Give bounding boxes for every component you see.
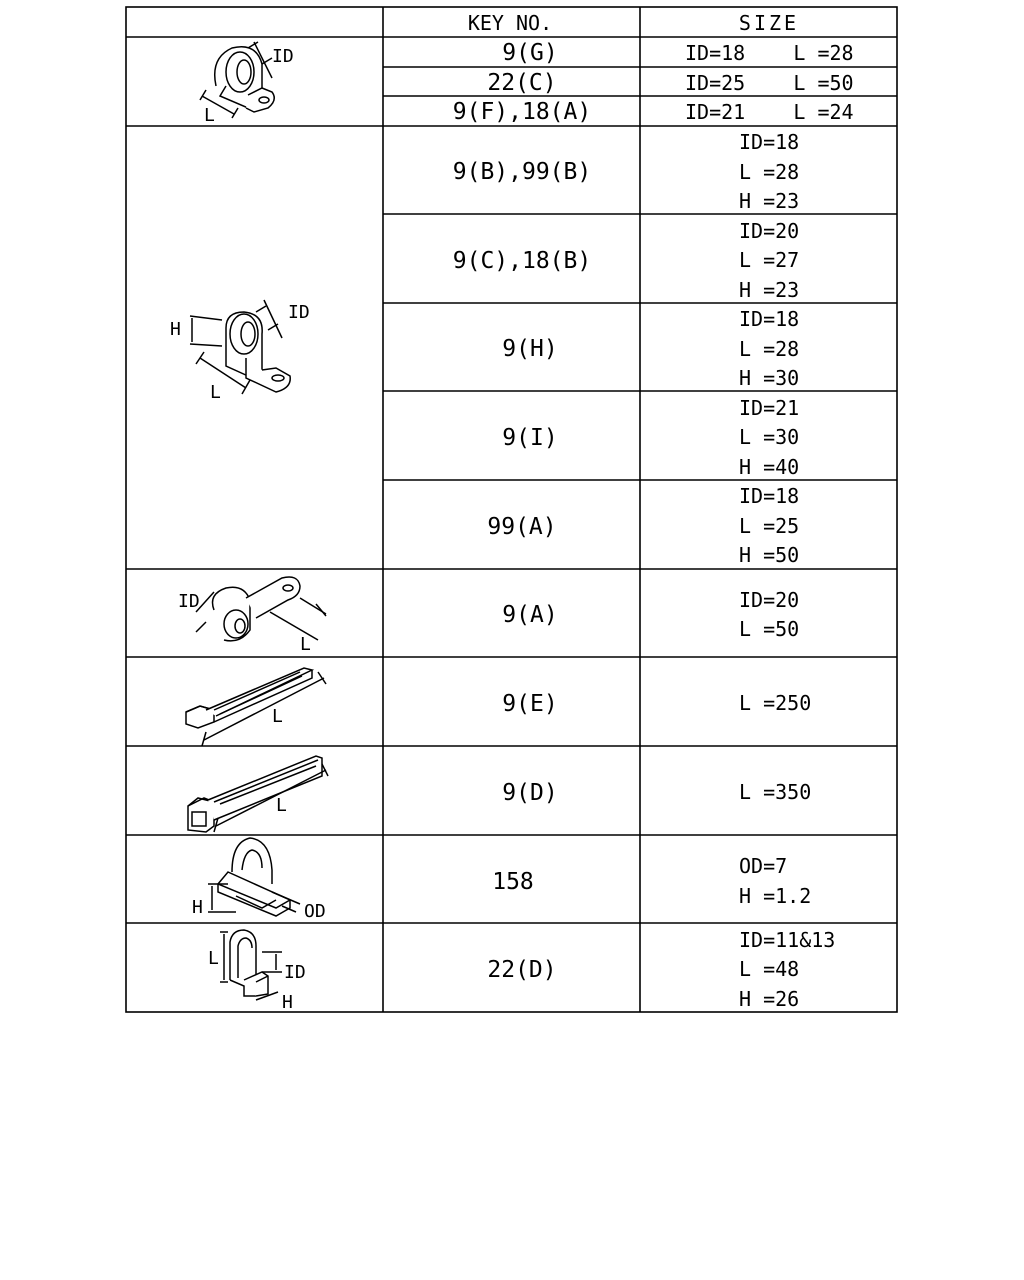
key-no-cell: 99(A) <box>487 514 557 540</box>
dimension-label: ID <box>288 302 310 323</box>
size-cell: L =28 <box>739 160 800 184</box>
key-no-cell: 9(C),18(B) <box>452 248 592 274</box>
size-cell: OD=7 <box>739 854 788 878</box>
size-cell: H =40 <box>739 455 800 479</box>
key-no-cell: 9(G) <box>502 40 558 66</box>
size-cell: H =50 <box>739 543 800 567</box>
key-no-cell: 9(H) <box>502 336 558 362</box>
cable-tie-large-illustration <box>188 756 328 832</box>
key-no-cell: 9(I) <box>502 425 558 451</box>
clip-p-type-illustration <box>196 577 326 641</box>
dimension-label: L <box>272 706 283 727</box>
size-cell: H =1.2 <box>739 884 812 908</box>
dimension-label: L <box>208 948 219 969</box>
size-cell: ID=20 <box>739 588 800 612</box>
key-no-cell: 9(E) <box>502 691 558 717</box>
size-cell: ID=11&13 <box>739 928 836 952</box>
size-cell: H =30 <box>739 366 800 390</box>
size-cell: H =23 <box>739 278 800 302</box>
key-no-cell: 9(B),99(B) <box>452 159 592 185</box>
size-cell: L =25 <box>739 514 800 538</box>
size-cell: ID=20 <box>739 219 800 243</box>
dimension-label: H <box>170 319 181 340</box>
key-no-cell: 22(C) <box>487 70 557 96</box>
key-no-cell: 9(A) <box>502 602 558 628</box>
header-key-no: KEY NO. <box>467 11 553 35</box>
key-no-cell: 158 <box>492 869 534 895</box>
key-no-cell: 9(D) <box>502 780 558 806</box>
size-cell: ID=18 <box>739 130 800 154</box>
size-cell: ID=18 <box>739 484 800 508</box>
size-cell: ID=18 L =28 <box>685 41 854 65</box>
size-cell: ID=21 L =24 <box>685 100 854 124</box>
key-no-cell: 9(F),18(A) <box>452 99 592 125</box>
dimension-label: H <box>282 992 293 1013</box>
clip-double-illustration <box>220 930 282 1000</box>
size-cell: L =250 <box>739 691 812 715</box>
dimension-label: OD <box>304 901 326 922</box>
size-cell: H =23 <box>739 189 800 213</box>
size-cell: L =50 <box>739 617 800 641</box>
dimension-label: L <box>204 105 215 126</box>
header-size: SIZE <box>738 11 800 35</box>
size-cell: L =48 <box>739 957 800 981</box>
size-cell: L =30 <box>739 425 800 449</box>
dimension-label: H <box>192 897 203 918</box>
size-cell: H =26 <box>739 987 800 1011</box>
dimension-label: L <box>300 634 311 655</box>
size-cell: L =27 <box>739 248 800 272</box>
key-no-cell: 22(D) <box>487 957 557 983</box>
dimension-label: ID <box>272 46 294 67</box>
dimension-label: L <box>210 382 221 403</box>
size-cell: ID=21 <box>739 396 800 420</box>
clip-push-in-illustration <box>208 838 300 916</box>
size-cell: ID=18 <box>739 307 800 331</box>
clamp-standoff-illustration <box>190 300 290 394</box>
size-cell: ID=25 L =50 <box>685 71 854 95</box>
size-cell: L =350 <box>739 780 812 804</box>
dimension-label: ID <box>178 591 200 612</box>
size-cell: L =28 <box>739 337 800 361</box>
cable-tie-small-illustration <box>186 668 326 746</box>
dimension-label: L <box>276 795 287 816</box>
dimension-label: ID <box>284 962 306 983</box>
